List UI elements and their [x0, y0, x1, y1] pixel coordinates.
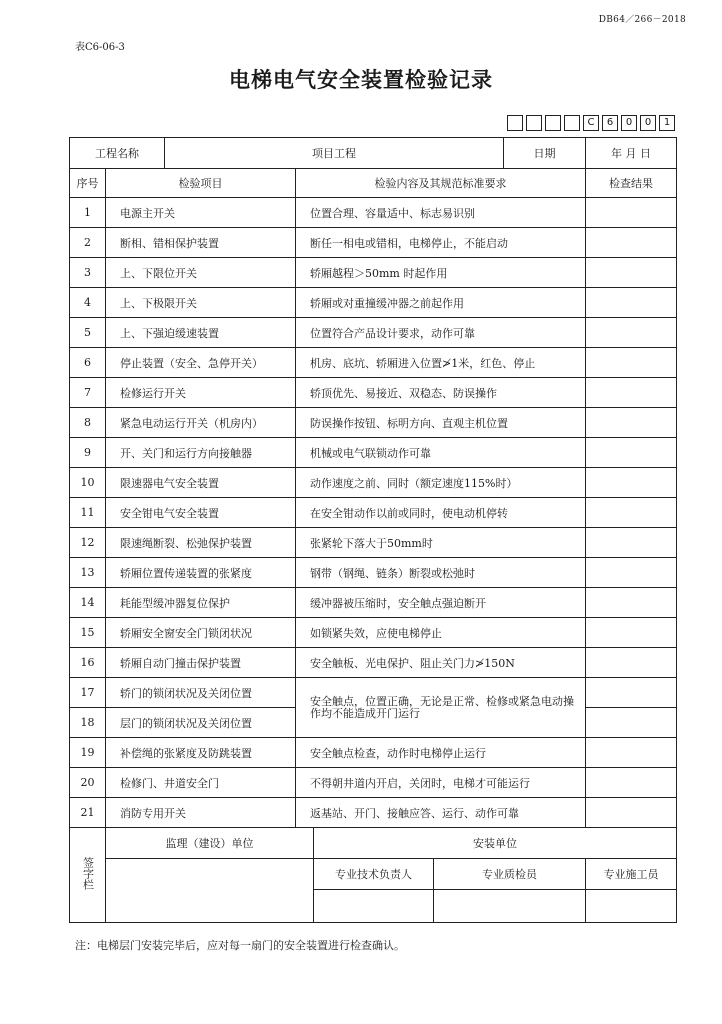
inspection-requirement: 动作速度之前、同时（额定速度115%时）: [296, 468, 586, 498]
table-row: [70, 618, 677, 648]
row-number: 7: [70, 378, 106, 408]
tech-lead-label: 专业技术负责人: [314, 859, 434, 890]
table-row: [70, 498, 677, 528]
code-box: 0: [621, 115, 637, 131]
inspection-item: 安全钳电气安全装置: [106, 498, 296, 528]
result-cell[interactable]: [586, 528, 677, 558]
row-number: 16: [70, 648, 106, 678]
constructor-signature-cell[interactable]: [586, 890, 677, 923]
inspection-item: 耗能型缓冲器复位保护: [106, 588, 296, 618]
row-number: 20: [70, 768, 106, 798]
table-row: [70, 648, 677, 678]
table-row: [70, 738, 677, 768]
inspection-item: 断相、错相保护装置: [106, 228, 296, 258]
result-cell[interactable]: [586, 678, 677, 708]
row-number: 12: [70, 528, 106, 558]
row-number: 4: [70, 288, 106, 318]
inspection-requirement: 轿厢或对重撞缓冲器之前起作用: [296, 288, 586, 318]
signature-label: [70, 828, 106, 923]
code-box: [507, 115, 523, 131]
table-row: [70, 798, 677, 828]
inspection-item: 上、下极限开关: [106, 288, 296, 318]
page-title: 电梯电气安全装置检验记录: [229, 68, 493, 92]
row-number: 17: [70, 678, 106, 708]
result-cell[interactable]: [586, 618, 677, 648]
result-cell[interactable]: [586, 588, 677, 618]
inspection-requirement: 防误操作按钮、标明方向、直观主机位置: [296, 408, 586, 438]
inspection-requirement: 张紧轮下落大于50mm时: [296, 528, 586, 558]
supervision-unit-label: 监理（建设）单位: [106, 828, 314, 859]
inspection-requirement: 安全触板、光电保护、阻止关门力≯150N: [296, 648, 586, 678]
row-number: 13: [70, 558, 106, 588]
form-number: 表C6-06-3: [75, 42, 125, 53]
table-row: [70, 198, 677, 228]
result-cell[interactable]: [586, 468, 677, 498]
signature-label-text: 签字栏: [81, 857, 95, 890]
row-number: 2: [70, 228, 106, 258]
inspection-requirement: 缓冲器被压缩时，安全触点强迫断开: [296, 588, 586, 618]
col-header-result: 检查结果: [586, 169, 677, 198]
inspection-item: 上、下强迫缓速装置: [106, 318, 296, 348]
inspection-item: 消防专用开关: [106, 798, 296, 828]
inspection-requirement: 返基站、开门、接触应答、运行、动作可靠: [296, 798, 586, 828]
code-box: C: [583, 115, 599, 131]
inspection-table: [69, 137, 677, 923]
result-cell[interactable]: [586, 498, 677, 528]
inspection-requirement: 位置合理、容量适中、标志易识别: [296, 198, 586, 228]
code-box: [564, 115, 580, 131]
inspection-requirement: 安全触点，位置正确，无论是正常、检修或紧急电动操作均不能造成开门运行: [296, 678, 586, 738]
table-row: [70, 768, 677, 798]
row-number: 5: [70, 318, 106, 348]
date-label: 日期: [504, 138, 586, 169]
row-number: 15: [70, 618, 106, 648]
result-cell[interactable]: [586, 438, 677, 468]
inspection-item: 检修运行开关: [106, 378, 296, 408]
row-number: 11: [70, 498, 106, 528]
inspection-requirement: 轿厢越程＞50mm 时起作用: [296, 258, 586, 288]
quality-inspector-label: 专业质检员: [434, 859, 586, 890]
inspection-requirement: 钢带（钢绳、链条）断裂或松弛时: [296, 558, 586, 588]
inspection-item: 电源主开关: [106, 198, 296, 228]
result-cell[interactable]: [586, 798, 677, 828]
result-cell[interactable]: [586, 318, 677, 348]
inspection-item: 轿厢自动门撞击保护装置: [106, 648, 296, 678]
inspection-requirement: 机械或电气联锁动作可靠: [296, 438, 586, 468]
inspection-item: 上、下限位开关: [106, 258, 296, 288]
project-name-label: 工程名称: [70, 138, 165, 169]
result-cell[interactable]: [586, 228, 677, 258]
result-cell[interactable]: [586, 348, 677, 378]
inspection-item: 紧急电动运行开关（机房内）: [106, 408, 296, 438]
result-cell[interactable]: [586, 408, 677, 438]
tech-lead-signature-cell[interactable]: [314, 890, 434, 923]
signature-roles-row: [70, 859, 677, 890]
table-row: [70, 228, 677, 258]
inspection-item: 轿门的锁闭状况及关闭位置: [106, 678, 296, 708]
project-name-value[interactable]: 项目工程: [165, 138, 504, 169]
table-row: [70, 528, 677, 558]
row-number: 3: [70, 258, 106, 288]
table-row: [70, 318, 677, 348]
inspection-item: 停止装置（安全、急停开关）: [106, 348, 296, 378]
table-row: [70, 348, 677, 378]
table-row: [70, 438, 677, 468]
table-row: [70, 468, 677, 498]
result-cell[interactable]: [586, 258, 677, 288]
result-cell[interactable]: [586, 378, 677, 408]
code-box: 1: [659, 115, 675, 131]
row-number: 6: [70, 348, 106, 378]
result-cell[interactable]: [586, 558, 677, 588]
install-unit-label: 安装单位: [314, 828, 677, 859]
result-cell[interactable]: [586, 768, 677, 798]
inspection-item: 限速绳断裂、松弛保护装置: [106, 528, 296, 558]
inspection-requirement: 安全触点检查，动作时电梯停止运行: [296, 738, 586, 768]
table-row: [70, 288, 677, 318]
table-row: [70, 678, 677, 708]
inspection-item: 开、关门和运行方向接触器: [106, 438, 296, 468]
col-header-item: 检验项目: [106, 169, 296, 198]
col-header-requirement: 检验内容及其规范标准要求: [296, 169, 586, 198]
inspection-item: 层门的锁闭状况及关闭位置: [106, 708, 296, 738]
table-row: [70, 258, 677, 288]
signature-header-row: [70, 828, 677, 859]
inspection-item: 轿厢安全窗安全门锁闭状况: [106, 618, 296, 648]
result-cell[interactable]: [586, 708, 677, 738]
supervision-signature-cell[interactable]: [106, 859, 314, 923]
code-box: [545, 115, 561, 131]
project-info-row: [70, 138, 677, 169]
row-number: 1: [70, 198, 106, 228]
inspection-requirement: 断任一相电或错相，电梯停止，不能启动: [296, 228, 586, 258]
inspection-item: 补偿绳的张紧度及防跳装置: [106, 738, 296, 768]
code-box: [526, 115, 542, 131]
code-box: 0: [640, 115, 656, 131]
footnote: 注：电梯层门安装完毕后，应对每一扇门的安全装置进行检查确认。: [75, 939, 405, 952]
inspection-item: 检修门、井道安全门: [106, 768, 296, 798]
standard-number: DB64／266－2018: [598, 15, 686, 25]
col-header-no: 序号: [70, 169, 106, 198]
constructor-label: 专业施工员: [586, 859, 677, 890]
inspection-requirement: 机房、底坑、轿厢进入位置≯1米，红色、停止: [296, 348, 586, 378]
table-row: [70, 588, 677, 618]
row-number: 19: [70, 738, 106, 768]
inspection-requirement: 轿顶优先、易接近、双稳态、防误操作: [296, 378, 586, 408]
column-header-row: [70, 169, 677, 198]
row-number: 18: [70, 708, 106, 738]
result-cell[interactable]: [586, 738, 677, 768]
inspection-requirement: 在安全钳动作以前或同时，使电动机停转: [296, 498, 586, 528]
table-row: [70, 378, 677, 408]
table-row: [70, 558, 677, 588]
result-cell[interactable]: [586, 648, 677, 678]
inspection-requirement: 如锁紧失效，应使电梯停止: [296, 618, 586, 648]
date-value[interactable]: 年 月 日: [586, 138, 677, 169]
quality-inspector-signature-cell[interactable]: [434, 890, 586, 923]
form-code-boxes: [507, 115, 675, 131]
result-cell[interactable]: [586, 288, 677, 318]
inspection-requirement: 位置符合产品设计要求，动作可靠: [296, 318, 586, 348]
row-number: 10: [70, 468, 106, 498]
table-row: [70, 408, 677, 438]
inspection-item: 轿厢位置传递装置的张紧度: [106, 558, 296, 588]
code-box: 6: [602, 115, 618, 131]
inspection-item: 限速器电气安全装置: [106, 468, 296, 498]
row-number: 21: [70, 798, 106, 828]
row-number: 9: [70, 438, 106, 468]
inspection-requirement: 不得朝井道内开启，关闭时，电梯才可能运行: [296, 768, 586, 798]
result-cell[interactable]: [586, 198, 677, 228]
row-number: 8: [70, 408, 106, 438]
row-number: 14: [70, 588, 106, 618]
